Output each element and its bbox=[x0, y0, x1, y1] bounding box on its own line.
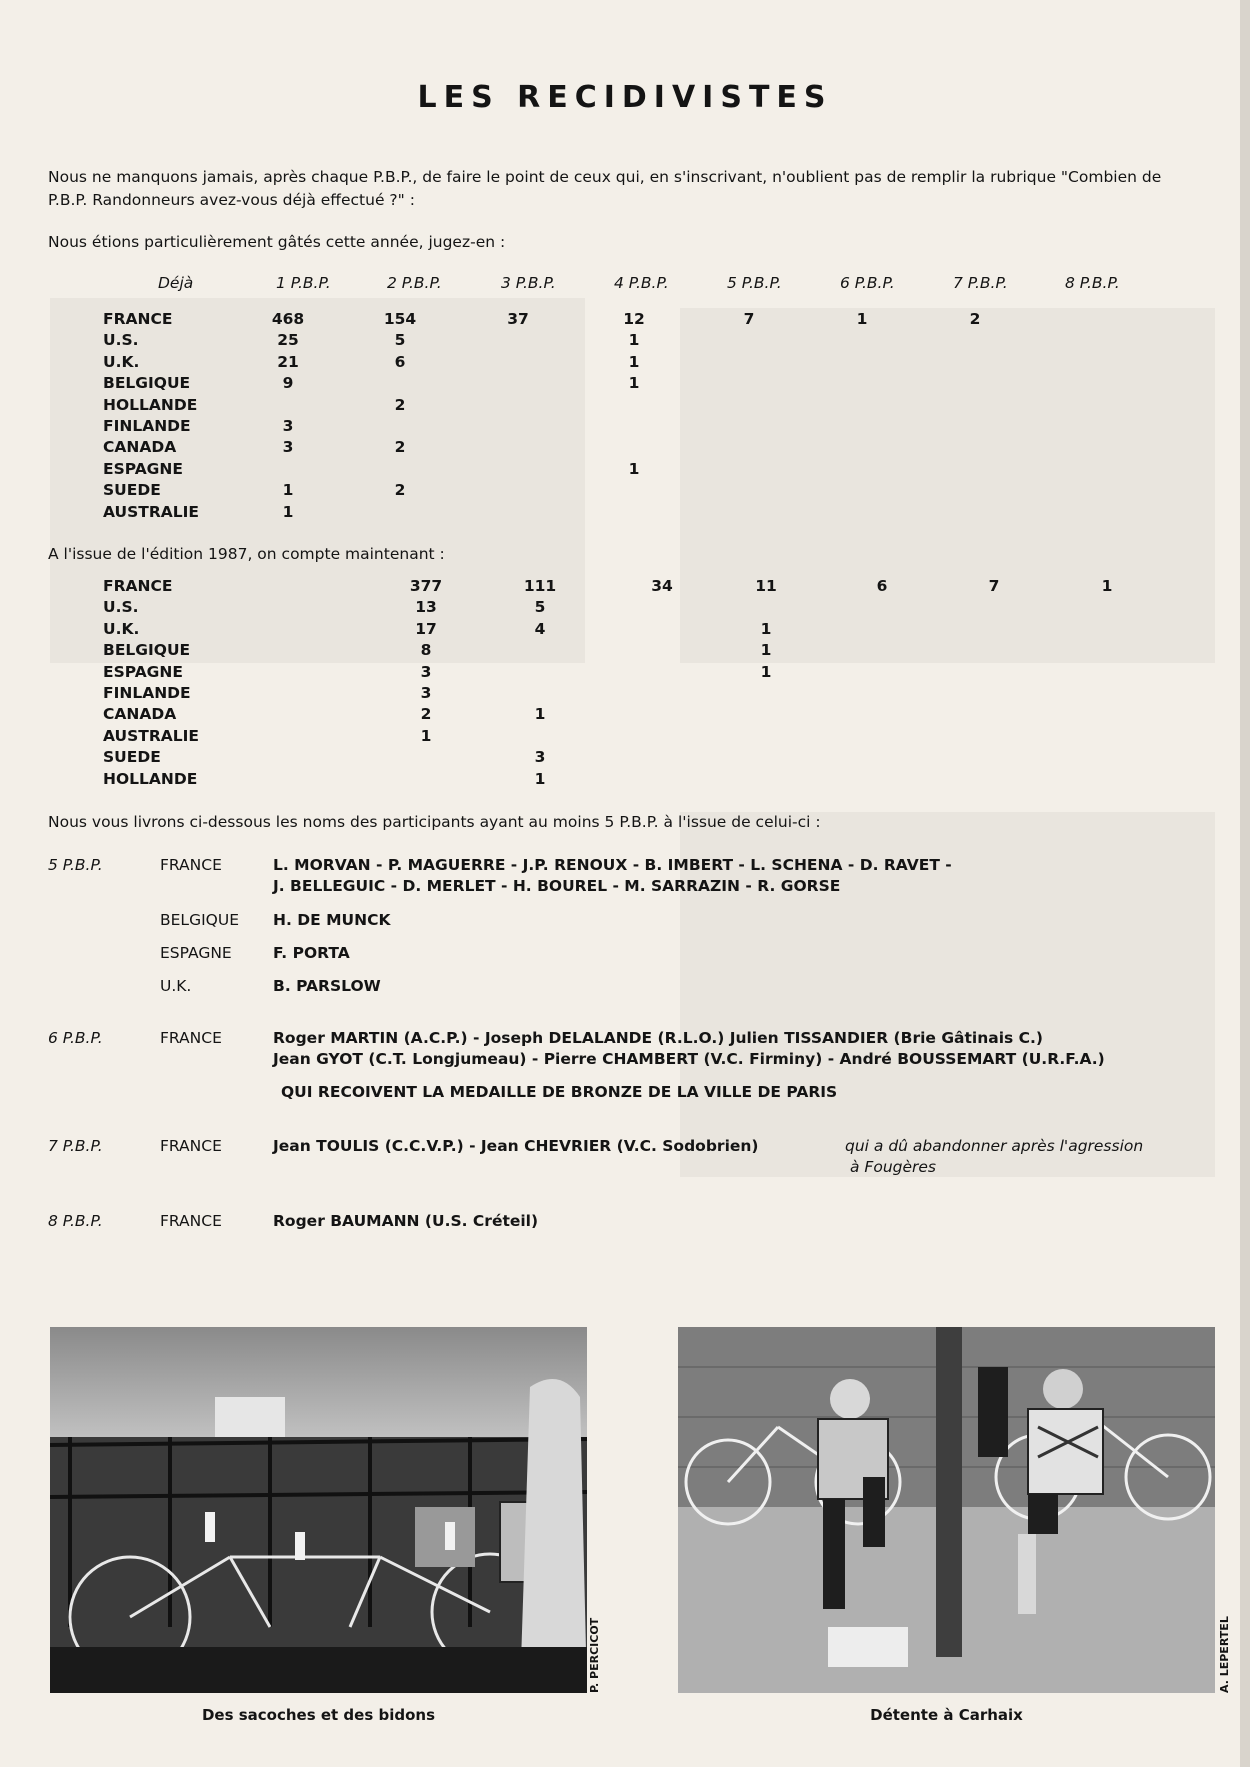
country-cell: CANADA bbox=[103, 438, 177, 457]
page-title: LES RECIDIVISTES bbox=[417, 80, 833, 115]
country-cell: AUSTRALIE bbox=[103, 726, 200, 745]
abandon-note: qui a dû abandonner après l'agression bbox=[845, 1137, 1144, 1155]
value-cell: 5 bbox=[534, 598, 546, 617]
country-cell: SUEDE bbox=[103, 748, 161, 767]
country-cell: SUEDE bbox=[103, 481, 161, 500]
value-cell: 1 bbox=[628, 459, 640, 478]
column-header: Déjà bbox=[158, 274, 194, 292]
photo-credit: P. PERCICOT bbox=[588, 1617, 601, 1693]
value-cell: 3 bbox=[282, 438, 294, 457]
value-cell: 21 bbox=[277, 352, 299, 371]
photo-bicycles-bags bbox=[50, 1327, 587, 1693]
country-cell: ESPAGNE bbox=[103, 662, 183, 681]
country-label: FRANCE bbox=[160, 1137, 222, 1155]
country-cell: FRANCE bbox=[103, 577, 173, 595]
intro-paragraph-2: Nous étions particulièrement gâtés cette année, jugez-en : bbox=[48, 233, 506, 251]
intro-paragraph-4: Nous vous livrons ci-dessous les noms des participants ayant au moins 5 P.B.P. à l'issue de celui-ci : bbox=[48, 813, 821, 831]
show-through-right bbox=[680, 308, 1215, 663]
country-cell: HOLLANDE bbox=[103, 769, 198, 788]
participant-names: F. PORTA bbox=[273, 944, 350, 962]
participant-names: Jean TOULIS (C.C.V.P.) - Jean CHEVRIER (V.C. Sodobrien) bbox=[273, 1137, 759, 1155]
value-cell: 3 bbox=[420, 684, 432, 702]
column-header: 6 P.B.P. bbox=[840, 274, 895, 292]
country-label: FRANCE bbox=[160, 856, 222, 874]
column-header: 3 P.B.P. bbox=[501, 274, 556, 292]
value-cell: 1 bbox=[282, 481, 294, 500]
column-header: 2 P.B.P. bbox=[387, 274, 442, 292]
country-cell: AUSTRALIE bbox=[103, 502, 200, 521]
photo-caption: Détente à Carhaix bbox=[870, 1706, 1023, 1724]
value-cell: 13 bbox=[415, 598, 437, 617]
value-cell: 3 bbox=[420, 662, 432, 681]
column-header: 4 P.B.P. bbox=[614, 274, 669, 292]
column-header: 8 P.B.P. bbox=[1065, 274, 1120, 292]
value-cell: 7 bbox=[743, 310, 755, 328]
column-header: 7 P.B.P. bbox=[953, 274, 1008, 292]
page-edge bbox=[1240, 0, 1250, 1767]
country-label: BELGIQUE bbox=[160, 911, 239, 929]
value-cell: 1 bbox=[282, 502, 294, 521]
abandon-note-place: à Fougères bbox=[850, 1158, 937, 1176]
value-cell: 1 bbox=[760, 641, 772, 660]
pbp-count-label: 7 P.B.P. bbox=[48, 1137, 103, 1155]
participant-names: J. BELLEGUIC - D. MERLET - H. BOUREL - M. SARRAZIN - R. GORSE bbox=[273, 877, 841, 895]
value-cell: 2 bbox=[969, 310, 981, 328]
value-cell: 1 bbox=[760, 662, 772, 681]
country-cell: U.S. bbox=[103, 598, 139, 617]
photo-credit: A. LEPERTEL bbox=[1218, 1616, 1231, 1693]
country-cell: HOLLANDE bbox=[103, 395, 198, 414]
country-label: FRANCE bbox=[160, 1029, 222, 1047]
value-cell: 154 bbox=[383, 310, 417, 328]
value-cell: 4 bbox=[534, 619, 546, 638]
country-label: FRANCE bbox=[160, 1212, 222, 1230]
value-cell: 1 bbox=[628, 331, 640, 350]
participant-names: Roger BAUMANN (U.S. Créteil) bbox=[273, 1212, 539, 1230]
value-cell: 11 bbox=[755, 577, 777, 595]
country-cell: FINLANDE bbox=[103, 417, 191, 435]
country-cell: ESPAGNE bbox=[103, 459, 183, 478]
value-cell: 1 bbox=[534, 769, 546, 788]
value-cell: 1 bbox=[628, 374, 640, 393]
country-cell: U.K. bbox=[103, 619, 140, 638]
participant-names: Jean GYOT (C.T. Longjumeau) - Pierre CHAMBERT (V.C. Firminy) - André BOUSSEMART (U.R.F.A.) bbox=[273, 1050, 1105, 1068]
country-cell: FINLANDE bbox=[103, 684, 191, 702]
value-cell: 2 bbox=[394, 481, 406, 500]
value-cell: 3 bbox=[282, 417, 294, 435]
value-cell: 468 bbox=[271, 310, 305, 328]
pbp-count-label: 6 P.B.P. bbox=[48, 1029, 103, 1047]
value-cell: 8 bbox=[420, 641, 432, 660]
value-cell: 37 bbox=[507, 310, 529, 328]
participant-names: B. PARSLOW bbox=[273, 977, 381, 995]
photo-caption: Des sacoches et des bidons bbox=[201, 1706, 436, 1724]
value-cell: 3 bbox=[534, 748, 546, 767]
value-cell: 2 bbox=[394, 438, 406, 457]
value-cell: 1 bbox=[534, 705, 546, 724]
pbp-count-label: 5 P.B.P. bbox=[48, 856, 103, 874]
value-cell: 6 bbox=[394, 352, 406, 371]
value-cell: 2 bbox=[394, 395, 406, 414]
value-cell: 111 bbox=[523, 577, 557, 595]
value-cell: 6 bbox=[876, 577, 888, 595]
value-cell: 2 bbox=[420, 705, 432, 724]
medal-note: QUI RECOIVENT LA MEDAILLE DE BRONZE DE LA VILLE DE PARIS bbox=[281, 1083, 838, 1101]
value-cell: 25 bbox=[277, 331, 299, 350]
column-header: 5 P.B.P. bbox=[727, 274, 782, 292]
value-cell: 34 bbox=[651, 577, 673, 595]
value-cell: 1 bbox=[1101, 577, 1113, 595]
country-cell: CANADA bbox=[103, 705, 177, 724]
country-cell: FRANCE bbox=[103, 310, 173, 328]
participant-names: Roger MARTIN (A.C.P.) - Joseph DELALANDE (R.L.O.) Julien TISSANDIER (Brie Gâtinais C.) bbox=[273, 1029, 1044, 1047]
country-cell: U.S. bbox=[103, 331, 139, 350]
photo-cyclists-resting bbox=[678, 1327, 1215, 1693]
value-cell: 377 bbox=[409, 577, 443, 595]
value-cell: 7 bbox=[988, 577, 1000, 595]
value-cell: 1 bbox=[856, 310, 868, 328]
intro-paragraph: Nous ne manquons jamais, après chaque P.B.P., de faire le point de ceux qui, en s'inscrivant, n'oublient pas de remplir la rubrique "Combien de P.B.P. Randonneurs avez-vous déjà effectué ?" : bbox=[48, 168, 1162, 209]
country-label: U.K. bbox=[160, 977, 192, 995]
participant-names: L. MORVAN - P. MAGUERRE - J.P. RENOUX - B. IMBERT - L. SCHENA - D. RAVET - bbox=[273, 856, 952, 874]
column-header: 1 P.B.P. bbox=[276, 274, 331, 292]
intro-paragraph-3: A l'issue de l'édition 1987, on compte maintenant : bbox=[48, 545, 445, 563]
country-label: ESPAGNE bbox=[160, 944, 232, 962]
country-cell: U.K. bbox=[103, 352, 140, 371]
country-cell: BELGIQUE bbox=[103, 374, 191, 393]
country-cell: BELGIQUE bbox=[103, 641, 191, 660]
value-cell: 17 bbox=[415, 619, 437, 638]
participant-names: H. DE MUNCK bbox=[273, 911, 391, 929]
value-cell: 1 bbox=[760, 619, 772, 638]
value-cell: 1 bbox=[628, 352, 640, 371]
pbp-count-label: 8 P.B.P. bbox=[48, 1212, 103, 1230]
value-cell: 12 bbox=[623, 310, 645, 328]
value-cell: 5 bbox=[394, 331, 406, 350]
value-cell: 1 bbox=[420, 726, 432, 745]
value-cell: 9 bbox=[282, 374, 294, 393]
